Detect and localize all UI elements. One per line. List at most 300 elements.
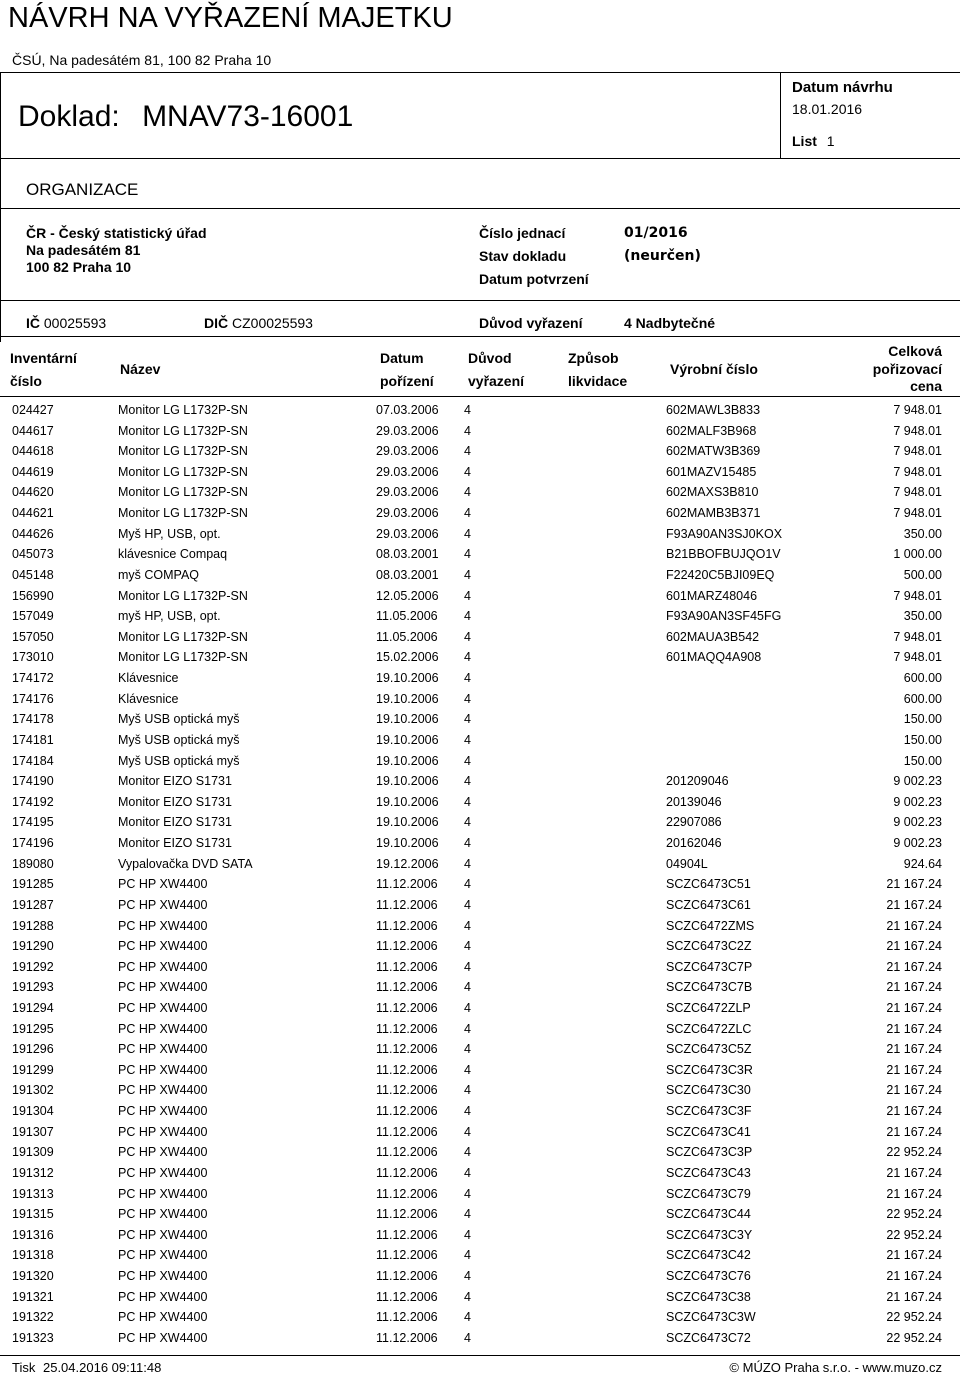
disposal-reason: 4	[464, 1330, 471, 1345]
inventory-number: 191302	[12, 1083, 54, 1098]
asset-name: PC HP XW4400	[118, 1227, 208, 1242]
table-row	[0, 1307, 960, 1327]
acquisition-price: 7 948.01	[893, 588, 942, 603]
acquisition-date: 11.12.2006	[376, 1207, 438, 1222]
acquisition-price: 600.00	[903, 671, 942, 686]
asset-name: PC HP XW4400	[118, 1000, 208, 1015]
serial-number: 601MAQQ4A908	[666, 650, 762, 665]
serial-number: 22907086	[666, 815, 722, 830]
inventory-number: 024427	[12, 403, 54, 417]
disposal-reason: 4	[464, 856, 471, 871]
table-row	[0, 1039, 960, 1059]
acquisition-price: 21 167.24	[886, 1165, 942, 1180]
acquisition-price: 500.00	[903, 567, 942, 582]
asset-name: PC HP XW4400	[118, 1042, 208, 1057]
asset-name: Monitor LG L1732P-SN	[118, 629, 248, 644]
acquisition-price: 7 948.01	[893, 444, 942, 459]
acquisition-price: 7 948.01	[893, 629, 942, 644]
serial-number: SCZC6473C3F	[666, 1104, 752, 1119]
document-label: Doklad:	[18, 100, 120, 133]
acquisition-price: 150.00	[903, 712, 942, 727]
table-row	[0, 1122, 960, 1142]
disposal-reason: 4	[464, 1310, 471, 1325]
acquisition-price: 21 167.24	[886, 1269, 942, 1284]
asset-name: myš COMPAQ	[118, 567, 200, 582]
inventory-number: 156990	[12, 588, 54, 603]
inventory-number: 191320	[12, 1269, 54, 1284]
col-name: Název	[120, 361, 161, 377]
inventory-number: 191293	[12, 980, 54, 995]
table-row	[0, 462, 960, 482]
table-row	[0, 957, 960, 977]
asset-name: Monitor EIZO S1731	[118, 815, 232, 830]
acquisition-date: 29.03.2006	[376, 464, 439, 479]
asset-name: PC HP XW4400	[118, 1104, 208, 1119]
acquisition-price: 9 002.23	[893, 794, 942, 809]
serial-number: 602MAMB3B371	[666, 506, 761, 521]
acquisition-price: 21 167.24	[886, 980, 942, 995]
asset-name: Myš USB optická myš	[118, 753, 240, 768]
disposal-reason: 4	[464, 547, 471, 562]
inventory-number: 173010	[12, 650, 54, 665]
serial-number: SCZC6473C3P	[666, 1145, 753, 1160]
acquisition-date: 19.10.2006	[376, 712, 439, 727]
table-row	[0, 689, 960, 709]
col-price-2: pořizovací	[872, 361, 942, 377]
acquisition-date: 29.03.2006	[376, 444, 439, 459]
acquisition-date: 11.12.2006	[376, 980, 438, 995]
disposal-reason: 4	[464, 403, 471, 417]
table-row	[0, 1204, 960, 1224]
serial-number: 602MAXS3B810	[666, 485, 759, 500]
disposal-reason: 4	[464, 423, 471, 438]
table-row	[0, 1101, 960, 1121]
acquisition-date: 11.12.2006	[376, 1021, 438, 1036]
inventory-number: 044621	[12, 506, 54, 521]
inventory-number: 174196	[12, 836, 54, 851]
acquisition-date: 11.12.2006	[376, 959, 438, 974]
acquisition-date: 29.03.2006	[376, 506, 439, 521]
acquisition-price: 7 948.01	[893, 650, 942, 665]
acquisition-price: 21 167.24	[886, 1104, 942, 1119]
disposal-reason: 4	[464, 1083, 471, 1098]
document-number	[18, 100, 353, 134]
table-row	[0, 977, 960, 997]
acquisition-price: 7 948.01	[893, 506, 942, 521]
inventory-number: 189080	[12, 856, 54, 871]
asset-name: Monitor LG L1732P-SN	[118, 423, 248, 438]
acquisition-price: 21 167.24	[886, 1186, 942, 1201]
acquisition-price: 22 952.24	[886, 1310, 942, 1325]
inventory-number: 044619	[12, 464, 54, 479]
acquisition-date: 11.12.2006	[376, 939, 438, 954]
acquisition-price: 21 167.24	[886, 1248, 942, 1263]
asset-name: PC HP XW4400	[118, 959, 208, 974]
acquisition-price: 21 167.24	[886, 1062, 942, 1077]
company-address: ČSÚ, Na padesátém 81, 100 82 Praha 10	[12, 52, 272, 68]
table-row	[0, 1142, 960, 1162]
organization-street: Na padesátém 81	[26, 242, 141, 258]
asset-name: Monitor LG L1732P-SN	[118, 650, 248, 665]
serial-number: F93A90AN3SF45FG	[666, 609, 782, 624]
acquisition-price: 9 002.23	[893, 815, 942, 830]
acquisition-date: 19.10.2006	[376, 753, 439, 768]
disposal-reason: 4	[464, 506, 471, 521]
acquisition-date: 11.12.2006	[376, 897, 438, 912]
asset-name: PC HP XW4400	[118, 1310, 208, 1325]
table-row	[0, 1328, 960, 1348]
table-row	[0, 771, 960, 791]
inventory-number: 191299	[12, 1062, 54, 1077]
serial-number: SCZC6473C51	[666, 877, 751, 892]
asset-name: PC HP XW4400	[118, 1186, 208, 1201]
serial-number: SCZC6473C3W	[666, 1310, 756, 1325]
asset-name: Monitor LG L1732P-SN	[118, 403, 248, 417]
table-row	[0, 586, 960, 606]
disposal-reason: 4	[464, 753, 471, 768]
disposal-reason: 4	[464, 959, 471, 974]
acquisition-price: 21 167.24	[886, 1000, 942, 1015]
acquisition-date: 11.12.2006	[376, 1062, 438, 1077]
table-row	[0, 998, 960, 1018]
serial-number: SCZC6472ZLC	[666, 1021, 752, 1036]
disposal-reason: 4	[464, 1207, 471, 1222]
table-row	[0, 709, 960, 729]
inventory-number: 174176	[12, 691, 54, 706]
table-row	[0, 916, 960, 936]
inventory-number: 191307	[12, 1124, 54, 1139]
inventory-number: 191323	[12, 1330, 54, 1345]
asset-name: PC HP XW4400	[118, 877, 208, 892]
acquisition-price: 21 167.24	[886, 1042, 942, 1057]
inventory-number: 174190	[12, 774, 54, 789]
acquisition-price: 21 167.24	[886, 1124, 942, 1139]
asset-name: Monitor LG L1732P-SN	[118, 506, 248, 521]
disposal-reason: 4	[464, 526, 471, 541]
dic-label: DIČ	[204, 315, 229, 331]
table-row	[0, 1266, 960, 1286]
col-inv-1: Inventární	[10, 350, 77, 366]
page-title: NÁVRH NA VYŘAZENÍ MAJETKU	[8, 2, 453, 34]
serial-number: SCZC6473C41	[666, 1124, 751, 1139]
serial-number: F93A90AN3SJ0KOX	[666, 526, 783, 541]
acquisition-date: 19.12.2006	[376, 856, 439, 871]
disposal-reason-label: Důvod vyřazení	[479, 315, 583, 331]
disposal-reason: 4	[464, 464, 471, 479]
acquisition-price: 150.00	[903, 753, 942, 768]
inventory-number: 191296	[12, 1042, 54, 1057]
asset-name: Myš USB optická myš	[118, 712, 240, 727]
acquisition-date: 11.12.2006	[376, 1000, 438, 1015]
acquisition-date: 11.12.2006	[376, 1269, 438, 1284]
inventory-number: 044618	[12, 444, 54, 459]
serial-number: SCZC6473C38	[666, 1289, 751, 1304]
ref-number-value: 01/2016	[624, 225, 688, 241]
table-row	[0, 792, 960, 812]
print-time: 25.04.2016 09:11:48	[42, 1360, 162, 1375]
inventory-number: 044617	[12, 423, 54, 438]
col-reason-2: vyřazení	[468, 373, 525, 389]
asset-name: PC HP XW4400	[118, 1021, 208, 1036]
proposal-date: 18.01.2016	[792, 101, 863, 117]
dic-field	[204, 315, 313, 331]
acquisition-price: 21 167.24	[886, 959, 942, 974]
acquisition-price: 350.00	[903, 609, 942, 624]
inventory-number: 174192	[12, 794, 54, 809]
disposal-reason: 4	[464, 1104, 471, 1119]
inventory-number: 174184	[12, 753, 54, 768]
disposal-reason: 4	[464, 794, 471, 809]
table-row	[0, 1019, 960, 1039]
asset-name: PC HP XW4400	[118, 1207, 208, 1222]
acquisition-price: 22 952.24	[886, 1207, 942, 1222]
col-reason-1: Důvod	[468, 350, 512, 366]
ico-value: 00025593	[43, 315, 107, 331]
disposal-reason: 4	[464, 444, 471, 459]
col-method-1: Způsob	[568, 350, 619, 366]
acquisition-date: 11.12.2006	[376, 1227, 438, 1242]
table-row	[0, 874, 960, 894]
inventory-number: 191322	[12, 1310, 54, 1325]
ico-label: IČ	[26, 315, 40, 331]
disposal-reason: 4	[464, 1165, 471, 1180]
asset-name: PC HP XW4400	[118, 897, 208, 912]
disposal-reason: 4	[464, 1248, 471, 1263]
acquisition-date: 11.12.2006	[376, 1310, 438, 1325]
table-row	[0, 668, 960, 688]
sheet-label: List	[792, 133, 817, 149]
acquisition-date: 11.12.2006	[376, 1248, 438, 1263]
acquisition-date: 15.02.2006	[376, 650, 439, 665]
asset-name: myš HP, USB, opt.	[118, 609, 221, 624]
inventory-number: 191290	[12, 939, 54, 954]
disposal-reason: 4	[464, 671, 471, 686]
serial-number: 602MAUA3B542	[666, 629, 760, 644]
acquisition-price: 21 167.24	[886, 877, 942, 892]
inventory-number: 191304	[12, 1104, 54, 1119]
asset-name: PC HP XW4400	[118, 939, 208, 954]
col-date-2: pořízení	[380, 373, 434, 389]
asset-name: PC HP XW4400	[118, 980, 208, 995]
table-row	[0, 1184, 960, 1204]
inventory-number: 157050	[12, 629, 54, 644]
table-row	[0, 482, 960, 502]
disposal-reason: 4	[464, 939, 471, 954]
inventory-number: 191313	[12, 1186, 54, 1201]
inventory-number: 191315	[12, 1207, 54, 1222]
doc-state-label: Stav dokladu	[479, 248, 567, 264]
serial-number: SCZC6472ZMS	[666, 918, 755, 933]
acquisition-date: 08.03.2001	[376, 567, 439, 582]
disposal-reason: 4	[464, 650, 471, 665]
table-row	[0, 1080, 960, 1100]
inventory-number: 174178	[12, 712, 54, 727]
asset-name: PC HP XW4400	[118, 918, 208, 933]
acquisition-date: 19.10.2006	[376, 815, 439, 830]
disposal-reason: 4	[464, 732, 471, 747]
confirm-date-label: Datum potvrzení	[479, 271, 589, 287]
acquisition-price: 150.00	[903, 732, 942, 747]
table-row	[0, 812, 960, 832]
disposal-reason: 4	[464, 774, 471, 789]
acquisition-price: 22 952.24	[886, 1227, 942, 1242]
table-row	[0, 565, 960, 585]
dic-value: CZ00025593	[232, 315, 313, 331]
table-row	[0, 524, 960, 544]
acquisition-price: 21 167.24	[886, 1083, 942, 1098]
acquisition-price: 350.00	[903, 526, 942, 541]
organization-city: 100 82 Praha 10	[26, 259, 132, 275]
col-date-1: Datum	[380, 350, 424, 366]
disposal-reason: 4	[464, 1269, 471, 1284]
acquisition-date: 07.03.2006	[376, 403, 439, 417]
asset-name: Monitor EIZO S1731	[118, 836, 232, 851]
asset-name: PC HP XW4400	[118, 1269, 208, 1284]
inventory-number: 044626	[12, 526, 54, 541]
serial-number: F22420C5BJI09EQ	[666, 567, 775, 582]
organization-name: ČR - Český statistický úřad	[26, 225, 207, 241]
acquisition-date: 11.12.2006	[376, 1186, 438, 1201]
table-row	[0, 730, 960, 750]
acquisition-price: 21 167.24	[886, 897, 942, 912]
acquisition-date: 29.03.2006	[376, 485, 439, 500]
serial-number: SCZC6473C7P	[666, 959, 753, 974]
doc-state-value: (neurčen)	[624, 248, 701, 264]
table-row	[0, 751, 960, 771]
inventory-number: 191316	[12, 1227, 54, 1242]
acquisition-price: 7 948.01	[893, 423, 942, 438]
table-row	[0, 647, 960, 667]
disposal-reason: 4	[464, 980, 471, 995]
disposal-reason: 4	[464, 712, 471, 727]
asset-name: PC HP XW4400	[118, 1062, 208, 1077]
serial-number: 601MAZV15485	[666, 464, 757, 479]
acquisition-date: 19.10.2006	[376, 774, 439, 789]
asset-name: Klávesnice	[118, 691, 179, 706]
footer-credit: © MÚZO Praha s.r.o. - www.muzo.cz	[729, 1360, 942, 1375]
table-row	[0, 400, 960, 420]
disposal-reason: 4	[464, 836, 471, 851]
serial-number: 20139046	[666, 794, 722, 809]
inventory-number: 174172	[12, 671, 54, 686]
acquisition-date: 11.12.2006	[376, 918, 438, 933]
table-row	[0, 936, 960, 956]
acquisition-price: 7 948.01	[893, 464, 942, 479]
inventory-number: 191321	[12, 1289, 54, 1304]
inventory-number: 191295	[12, 1021, 54, 1036]
acquisition-date: 08.03.2001	[376, 547, 439, 562]
acquisition-date: 29.03.2006	[376, 423, 439, 438]
serial-number: 601MARZ48046	[666, 588, 758, 603]
serial-number: SCZC6473C5Z	[666, 1042, 752, 1057]
asset-name: PC HP XW4400	[118, 1289, 208, 1304]
table-row	[0, 1245, 960, 1265]
disposal-reason: 4	[464, 691, 471, 706]
disposal-reason: 4	[464, 897, 471, 912]
table-row	[0, 1287, 960, 1307]
serial-number: 602MAWL3B833	[666, 403, 761, 417]
inventory-number: 191312	[12, 1165, 54, 1180]
acquisition-date: 11.12.2006	[376, 1330, 438, 1345]
acquisition-date: 11.05.2006	[376, 629, 438, 644]
disposal-reason: 4	[464, 1021, 471, 1036]
inventory-number: 045073	[12, 547, 54, 562]
print-info	[12, 1360, 161, 1375]
asset-name: Vypalovačka DVD SATA	[118, 856, 253, 871]
disposal-reason: 4	[464, 1145, 471, 1160]
asset-name: PC HP XW4400	[118, 1124, 208, 1139]
acquisition-date: 11.12.2006	[376, 1289, 438, 1304]
acquisition-date: 11.12.2006	[376, 877, 438, 892]
inventory-number: 191294	[12, 1000, 54, 1015]
acquisition-date: 19.10.2006	[376, 671, 439, 686]
table-row	[0, 421, 960, 441]
organization-heading: ORGANIZACE	[26, 180, 139, 199]
inventory-number: 174181	[12, 732, 54, 747]
asset-name: PC HP XW4400	[118, 1165, 208, 1180]
print-label: Tisk	[12, 1360, 36, 1375]
disposal-reason: 4	[464, 877, 471, 892]
inventory-number: 044620	[12, 485, 54, 500]
serial-number: B21BBOFBUJQO1V	[666, 547, 781, 562]
acquisition-date: 11.12.2006	[376, 1042, 438, 1057]
acquisition-price: 21 167.24	[886, 939, 942, 954]
col-inv-2: číslo	[10, 373, 42, 389]
serial-number: SCZC6473C2Z	[666, 939, 752, 954]
acquisition-price: 22 952.24	[886, 1330, 942, 1345]
table-row	[0, 854, 960, 874]
asset-name: Monitor LG L1732P-SN	[118, 588, 248, 603]
acquisition-price: 1 000.00	[893, 547, 942, 562]
sheet-info	[792, 133, 835, 149]
acquisition-price: 7 948.01	[893, 485, 942, 500]
col-price-3: cena	[910, 378, 942, 394]
inventory-number: 191309	[12, 1145, 54, 1160]
table-row	[0, 627, 960, 647]
inventory-number: 157049	[12, 609, 54, 624]
acquisition-date: 19.10.2006	[376, 732, 439, 747]
serial-number: SCZC6473C44	[666, 1207, 751, 1222]
asset-name: PC HP XW4400	[118, 1330, 208, 1345]
inventory-number: 174195	[12, 815, 54, 830]
table-row	[0, 544, 960, 564]
acquisition-date: 29.03.2006	[376, 526, 439, 541]
disposal-reason: 4	[464, 1042, 471, 1057]
acquisition-date: 19.10.2006	[376, 794, 439, 809]
inventory-number: 191292	[12, 959, 54, 974]
serial-number: 602MALF3B968	[666, 423, 757, 438]
acquisition-price: 924.64	[903, 856, 942, 871]
acquisition-date: 11.12.2006	[376, 1083, 438, 1098]
table-row	[0, 503, 960, 523]
serial-number: SCZC6473C76	[666, 1269, 751, 1284]
disposal-reason: 4	[464, 609, 471, 624]
table-row	[0, 441, 960, 461]
serial-number: 20162046	[666, 836, 722, 851]
acquisition-price: 21 167.24	[886, 1289, 942, 1304]
proposal-date-label: Datum návrhu	[792, 79, 893, 96]
serial-number: SCZC6473C7B	[666, 980, 753, 995]
inventory-number: 045148	[12, 567, 54, 582]
table-row	[0, 1225, 960, 1245]
asset-name: Myš HP, USB, opt.	[118, 526, 221, 541]
disposal-reason: 4	[464, 588, 471, 603]
ref-number-label: Číslo jednací	[479, 225, 566, 241]
inventory-number: 191318	[12, 1248, 54, 1263]
disposal-reason: 4	[464, 485, 471, 500]
acquisition-date: 11.12.2006	[376, 1104, 438, 1119]
acquisition-date: 11.05.2006	[376, 609, 438, 624]
